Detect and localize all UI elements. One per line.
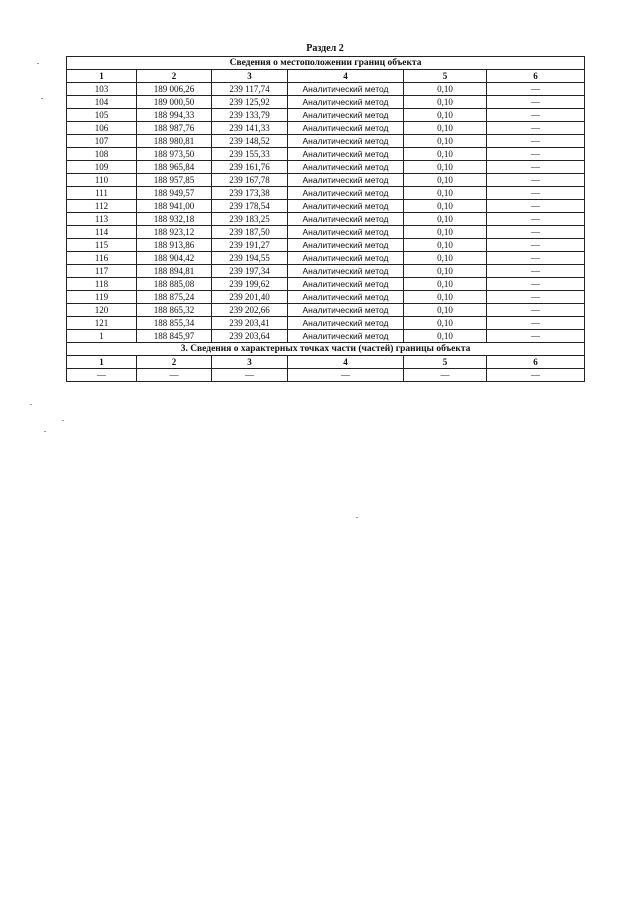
table-cell: — xyxy=(212,369,288,382)
table-cell: 188 885,08 xyxy=(137,278,212,291)
table-cell: 188 894,81 xyxy=(137,265,212,278)
table-cell: Аналитический метод xyxy=(288,83,404,96)
column-number-cell: 2 xyxy=(137,356,212,369)
table-cell: Аналитический метод xyxy=(288,135,404,148)
table-cell: 0,10 xyxy=(404,109,487,122)
table-cell: — xyxy=(137,369,212,382)
table-cell: 115 xyxy=(67,239,137,252)
table-cell: Аналитический метод xyxy=(288,291,404,304)
column-number-cell: 3 xyxy=(212,70,288,83)
table-cell: — xyxy=(487,226,585,239)
table-row xyxy=(67,96,585,109)
table-cell: — xyxy=(487,174,585,187)
table-cell: 0,10 xyxy=(404,174,487,187)
table-cell: 239 191,27 xyxy=(212,239,288,252)
table-cell: 120 xyxy=(67,304,137,317)
scan-speck xyxy=(44,431,46,432)
table-cell: Аналитический метод xyxy=(288,174,404,187)
table-row xyxy=(67,226,585,239)
table-row xyxy=(67,135,585,148)
table-cell: 239 117,74 xyxy=(212,83,288,96)
table-body xyxy=(67,57,585,382)
table-cell: — xyxy=(487,109,585,122)
table-cell: 189 006,26 xyxy=(137,83,212,96)
table-cell: — xyxy=(487,187,585,200)
table-cell: 109 xyxy=(67,161,137,174)
table-cell: 188 913,86 xyxy=(137,239,212,252)
column-number-row xyxy=(67,356,585,369)
table-cell: 0,10 xyxy=(404,278,487,291)
table-cell: 0,10 xyxy=(404,148,487,161)
table-cell: Аналитический метод xyxy=(288,330,404,343)
table-cell: 0,10 xyxy=(404,291,487,304)
table-cell: Аналитический метод xyxy=(288,161,404,174)
table-cell: 239 203,64 xyxy=(212,330,288,343)
table-cell: — xyxy=(404,369,487,382)
table-cell: — xyxy=(487,291,585,304)
table-cell: — xyxy=(487,278,585,291)
table-cell: 188 865,32 xyxy=(137,304,212,317)
table-cell: 239 183,25 xyxy=(212,213,288,226)
column-number-cell: 4 xyxy=(288,356,404,369)
column-number-cell: 5 xyxy=(404,70,487,83)
table-cell: 239 133,79 xyxy=(212,109,288,122)
table-cell: — xyxy=(487,161,585,174)
table-cell: — xyxy=(67,369,137,382)
table-row xyxy=(67,122,585,135)
table-cell: 1 xyxy=(67,330,137,343)
table-cell: 121 xyxy=(67,317,137,330)
table-cell: Аналитический метод xyxy=(288,109,404,122)
table-cell: 112 xyxy=(67,200,137,213)
table-cell: 113 xyxy=(67,213,137,226)
table-cell: 118 xyxy=(67,278,137,291)
column-number-cell: 5 xyxy=(404,356,487,369)
table-cell: — xyxy=(487,265,585,278)
table-cell: 239 161,76 xyxy=(212,161,288,174)
table-cell: Аналитический метод xyxy=(288,187,404,200)
table-cell: 0,10 xyxy=(404,213,487,226)
table-cell: Аналитический метод xyxy=(288,213,404,226)
table-row xyxy=(67,291,585,304)
table-cell: Аналитический метод xyxy=(288,122,404,135)
table-cell: 0,10 xyxy=(404,200,487,213)
table-row xyxy=(67,330,585,343)
table-row xyxy=(67,148,585,161)
table-cell: 239 199,62 xyxy=(212,278,288,291)
table-row xyxy=(67,252,585,265)
table-cell: 239 178,54 xyxy=(212,200,288,213)
table-cell: 108 xyxy=(67,148,137,161)
table-row xyxy=(67,174,585,187)
location-section-title: Сведения о местоположении границ объекта xyxy=(67,57,585,70)
table-cell: 0,10 xyxy=(404,83,487,96)
table-cell: 114 xyxy=(67,226,137,239)
table-cell: 103 xyxy=(67,83,137,96)
table-cell: — xyxy=(487,213,585,226)
table-cell: — xyxy=(487,369,585,382)
scan-speck xyxy=(30,404,32,405)
table-cell: — xyxy=(487,317,585,330)
table-cell: 239 167,78 xyxy=(212,174,288,187)
table-cell: 188 923,12 xyxy=(137,226,212,239)
table-cell: — xyxy=(487,304,585,317)
table-cell: 107 xyxy=(67,135,137,148)
table-cell: Аналитический метод xyxy=(288,265,404,278)
table-cell: — xyxy=(487,135,585,148)
table-cell: 188 980,81 xyxy=(137,135,212,148)
table-row xyxy=(67,278,585,291)
table-cell: 105 xyxy=(67,109,137,122)
table-cell: 0,10 xyxy=(404,265,487,278)
table-cell: — xyxy=(288,369,404,382)
section-title-row xyxy=(67,57,585,70)
table-row xyxy=(67,369,585,382)
table-cell: 188 904,42 xyxy=(137,252,212,265)
table-cell: 239 194,55 xyxy=(212,252,288,265)
scan-speck xyxy=(62,420,64,421)
table-cell: 239 141,33 xyxy=(212,122,288,135)
table-cell: 0,10 xyxy=(404,96,487,109)
table-cell: 0,10 xyxy=(404,317,487,330)
table-cell: — xyxy=(487,200,585,213)
table-cell: — xyxy=(487,330,585,343)
table-cell: 104 xyxy=(67,96,137,109)
table-cell: 239 173,38 xyxy=(212,187,288,200)
table-cell: 0,10 xyxy=(404,135,487,148)
table-cell: 0,10 xyxy=(404,252,487,265)
table-cell: 188 855,34 xyxy=(137,317,212,330)
table-cell: 116 xyxy=(67,252,137,265)
table-cell: — xyxy=(487,252,585,265)
table-cell: 188 932,18 xyxy=(137,213,212,226)
table-cell: 188 941,00 xyxy=(137,200,212,213)
table-cell: — xyxy=(487,148,585,161)
table-cell: Аналитический метод xyxy=(288,317,404,330)
table-row xyxy=(67,304,585,317)
scan-speck xyxy=(41,98,43,99)
table-cell: 239 125,92 xyxy=(212,96,288,109)
table-cell: Аналитический метод xyxy=(288,239,404,252)
column-number-cell: 2 xyxy=(137,70,212,83)
table-cell: 188 994,33 xyxy=(137,109,212,122)
table-cell: 110 xyxy=(67,174,137,187)
scan-speck xyxy=(37,63,39,64)
section-title-row xyxy=(67,343,585,356)
table-cell: 188 845,97 xyxy=(137,330,212,343)
column-number-row xyxy=(67,70,585,83)
table-row xyxy=(67,83,585,96)
table-cell: 111 xyxy=(67,187,137,200)
table-cell: Аналитический метод xyxy=(288,304,404,317)
table-cell: 106 xyxy=(67,122,137,135)
column-number-cell: 3 xyxy=(212,356,288,369)
table-row xyxy=(67,187,585,200)
table-cell: 239 202,66 xyxy=(212,304,288,317)
table-cell: 239 201,40 xyxy=(212,291,288,304)
table-cell: 188 875,24 xyxy=(137,291,212,304)
table-cell: 0,10 xyxy=(404,187,487,200)
table-cell: 239 197,34 xyxy=(212,265,288,278)
column-number-cell: 1 xyxy=(67,70,137,83)
table-cell: Аналитический метод xyxy=(288,278,404,291)
table-cell: Аналитический метод xyxy=(288,96,404,109)
table-cell: 188 965,84 xyxy=(137,161,212,174)
table-cell: 119 xyxy=(67,291,137,304)
table-cell: Аналитический метод xyxy=(288,252,404,265)
table-cell: 239 148,52 xyxy=(212,135,288,148)
table-cell: — xyxy=(487,122,585,135)
table-cell: 0,10 xyxy=(404,122,487,135)
table-cell: 188 949,57 xyxy=(137,187,212,200)
table-cell: — xyxy=(487,83,585,96)
table-cell: 239 155,33 xyxy=(212,148,288,161)
table-cell: Аналитический метод xyxy=(288,148,404,161)
table-row xyxy=(67,161,585,174)
column-number-cell: 6 xyxy=(487,70,585,83)
table-cell: — xyxy=(487,239,585,252)
table-cell: 188 957,85 xyxy=(137,174,212,187)
column-number-cell: 1 xyxy=(67,356,137,369)
table-cell: 0,10 xyxy=(404,304,487,317)
scan-speck xyxy=(356,517,358,518)
table-cell: 188 987,76 xyxy=(137,122,212,135)
table-row xyxy=(67,200,585,213)
table-row xyxy=(67,213,585,226)
table-cell: — xyxy=(487,96,585,109)
table-cell: 239 187,50 xyxy=(212,226,288,239)
column-number-cell: 6 xyxy=(487,356,585,369)
boundary-points-table xyxy=(66,56,585,382)
table-row xyxy=(67,317,585,330)
table-cell: Аналитический метод xyxy=(288,226,404,239)
characteristic-points-section-title: 3. Сведения о характерных точках части (частей) границы объекта xyxy=(67,343,585,356)
table-cell: 0,10 xyxy=(404,330,487,343)
table-row xyxy=(67,265,585,278)
column-number-cell: 4 xyxy=(288,70,404,83)
table-cell: 117 xyxy=(67,265,137,278)
table-cell: 0,10 xyxy=(404,161,487,174)
table-cell: 239 203,41 xyxy=(212,317,288,330)
table-row xyxy=(67,109,585,122)
table-cell: 0,10 xyxy=(404,226,487,239)
table-cell: Аналитический метод xyxy=(288,200,404,213)
section-heading: Раздел 2 xyxy=(306,43,344,54)
table-cell: 189 000,50 xyxy=(137,96,212,109)
table-row xyxy=(67,239,585,252)
table-cell: 188 973,50 xyxy=(137,148,212,161)
table-cell: 0,10 xyxy=(404,239,487,252)
